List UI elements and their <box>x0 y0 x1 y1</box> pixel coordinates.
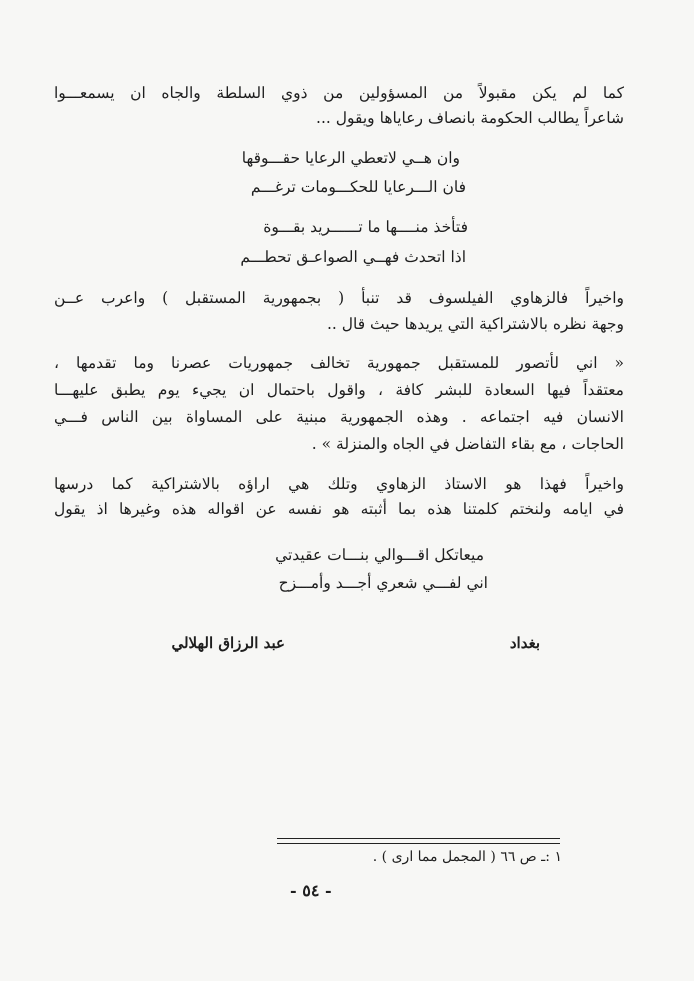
paragraph-2-line-2: وجهة نظره بالاشتراكية التي يريدها حيث قال .. <box>326 315 624 333</box>
page-number: - ٥٤ - <box>290 881 332 900</box>
verse-1-line-3: فتأخذ منــــها ما تــــــريد بقـــوة <box>263 218 468 236</box>
verse-1-line-2: فان الـــرعايا للحكـــومات ترغـــم <box>250 178 466 196</box>
verse-2-line-1: ميعاتكل اقـــوالي بنـــات عقيدتي <box>275 546 484 564</box>
signature-place: بغداد <box>509 634 540 652</box>
paragraph-3-line-1: واخيراً فهذا هو الاستاذ الزهاوي وتلك هي اراؤه بالاشتراكية كما درسها <box>54 475 624 493</box>
footnote-rule-bottom <box>277 843 560 844</box>
quote-line-4: الحاجات ، مع بقاء التفاضل في الجاه والمنزلة » . <box>311 435 624 453</box>
quote-line-1: « اني لأتصور للمستقبل جمهورية تخالف جمهوريات عصرنا وما تقدمها ، <box>54 354 624 372</box>
footnote-rule-top <box>277 838 560 839</box>
paragraph-1-line-2: شاعراً يطالب الحكومة بانصاف رعاياها ويقول ... <box>316 109 624 127</box>
signature-author: عبد الرزاق الهلالي <box>171 634 285 652</box>
paragraph-2-line-1: واخيراً فالزهاوي الفيلسوف قد تنبأ ( بجمهورية المستقبل ) واعرب عــن <box>54 289 624 307</box>
paragraph-1-line-1: كما لم يكن مقبولاً من المسؤولين من ذوي السلطة والجاه ان يسمعـــوا <box>54 84 624 102</box>
footnote: ١ :ـ ص ٦٦ ( المجمل مما ارى ) . <box>372 849 562 865</box>
verse-1-line-1: وان هــي لاتعطي الرعايا حقـــوقها <box>241 149 460 167</box>
quote-line-2: معتقداً فيها السعادة للبشر كافة ، واقول باحتمال ان يجيء يوم يطبق عليهـــا <box>54 381 624 399</box>
verse-1-line-4: اذا اتحدث فهــي الصواعـق تحطـــم <box>240 248 466 266</box>
verse-2-line-2: اني لفـــي شعري أجـــد وأمـــزح <box>278 574 488 592</box>
quote-line-3: الانسان فيه اجتماعه . وهذه الجمهورية مبنية على المساواة بين الناس فـــي <box>54 408 624 426</box>
paragraph-3-line-2: في ايامه ولنختم كلمتنا هذه بما أثبته هو نفسه عن اقواله هذه وغيرها اذ يقول <box>54 500 624 518</box>
